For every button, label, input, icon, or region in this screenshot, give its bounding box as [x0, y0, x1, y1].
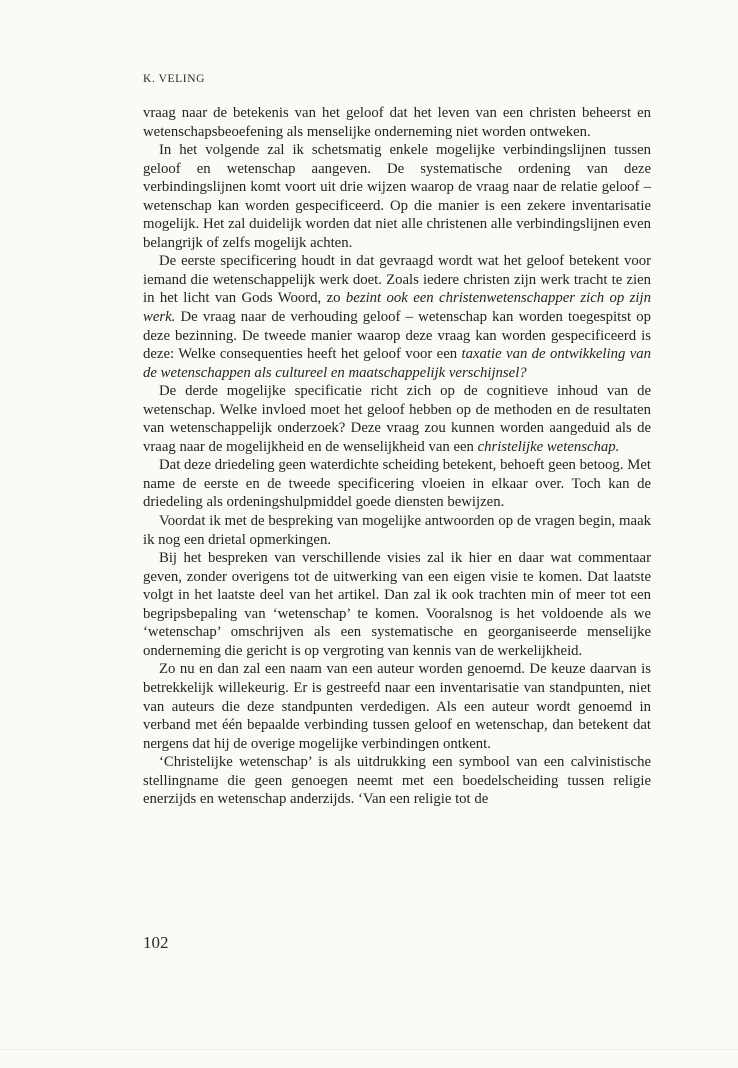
- body-text: [143, 104, 651, 809]
- paragraph-5: [143, 456, 651, 512]
- paragraph-1: [143, 104, 651, 141]
- italic-text: bezint ook een christenwetenschapper zich op zijn werk.: [143, 290, 651, 326]
- scan-edge-divider: [0, 1049, 738, 1050]
- text-run: vraag naar de betekenis van het geloof dat het leven van een christen beheerst en wetenschapsbeoefening als menselijke onderneming niet worden ontweken.: [143, 105, 651, 140]
- paragraph-7: [143, 549, 651, 660]
- text-run: De derde mogelijke specificatie richt zich op de cognitieve inhoud van de wetenschap. Welke invloed moet het geloof hebben op de methoden en de resultaten van wetenschappelijk onderzoek? Deze vraag zou kunnen worden aangeduid als de vraag naar de mogelijkheid en de wenselijkheid van een: [143, 383, 651, 455]
- paragraph-6: [143, 512, 651, 549]
- page-number: 102: [143, 933, 169, 952]
- text-run: Voordat ik met de bespreking van mogelijke antwoorden op de vragen begin, maak ik nog een drietal opmerkingen.: [143, 513, 651, 548]
- italic-text: christelijke wetenschap.: [477, 438, 620, 455]
- text-run: Bij het bespreken van verschillende visies zal ik hier en daar wat commentaar geven, zonder overigens tot de uitwerking van een eigen visie te komen. Dat laatste volgt in het laatste deel van het artikel. Dan zal ik ook trachten min of meer tot een begripsbepaling van ‘wetenschap’ te komen. Vooralsnog is het voldoende als we ‘wetenschap’ omschrijven als een systematische en georganiseerde menselijke onderneming die gericht is op vergroting van kennis van de werkelijkheid.: [143, 550, 651, 659]
- running-head: K. VELING: [143, 73, 206, 85]
- paragraph-9: [143, 753, 651, 809]
- text-run: Dat deze driedeling geen waterdichte scheiding betekent, behoeft geen betoog. Met name de eerste en de tweede specificering vloeien in elkaar over. Toch kan de driedeling als ordeningshulpmiddel goede diensten bewijzen.: [143, 457, 651, 511]
- paragraph-8: [143, 660, 651, 753]
- text-run: ‘Christelijke wetenschap’ is als uitdrukking een symbool van een calvinistische stellingname die geen genoegen neemt met een boedelscheiding tussen religie enerzijds en wetenschap anderzijds. ‘Van een religie tot de: [143, 754, 651, 808]
- text-run: Zo nu en dan zal een naam van een auteur worden genoemd. De keuze daarvan is betrekkelijk willekeurig. Er is gestreefd naar een inventarisatie van standpunten, niet van auteurs die deze standpunten verdedigen. Als een auteur wordt genoemd in verband met één bepaalde verbinding tussen geloof en wetenschap, dan betekent dat nergens dat hij de overige mogelijke verbindingen ontkent.: [143, 661, 651, 752]
- paragraph-4: [143, 382, 651, 456]
- paragraph-3: [143, 252, 651, 382]
- italic-text: taxatie van de ontwikkeling van de wetenschappen als cultureel en maatschappelijk verschijnsel?: [143, 346, 652, 381]
- paragraph-2: [143, 141, 651, 252]
- text-run: De eerste specificering houdt in dat gevraagd wordt wat het geloof betekent voor iemand die wetenschappelijk werk doet. Zoals iedere christen zijn werk tracht te zien in het licht van Gods Woord, zo: [143, 253, 651, 307]
- text-run: De vraag naar de verhouding geloof – wetenschap kan worden toegespitst op deze bezinning. De tweede manier waarop deze vraag kan worden gespecificeerd is deze: Welke consequenties heeft het geloof voor een: [143, 309, 651, 363]
- text-run: In het volgende zal ik schetsmatig enkele mogelijke verbindingslijnen tussen geloof en wetenschap aangeven. De systematische ordening van deze verbindingslijnen komt voort uit drie wijzen waarop de vraag naar de relatie geloof – wetenschap kan worden gespecificeerd. Op die manier is een zekere inventarisatie mogelijk. Het zal duidelijk worden dat niet alle christenen alle verbindingslijnen even belangrijk of zelfs mogelijk achten.: [143, 142, 651, 251]
